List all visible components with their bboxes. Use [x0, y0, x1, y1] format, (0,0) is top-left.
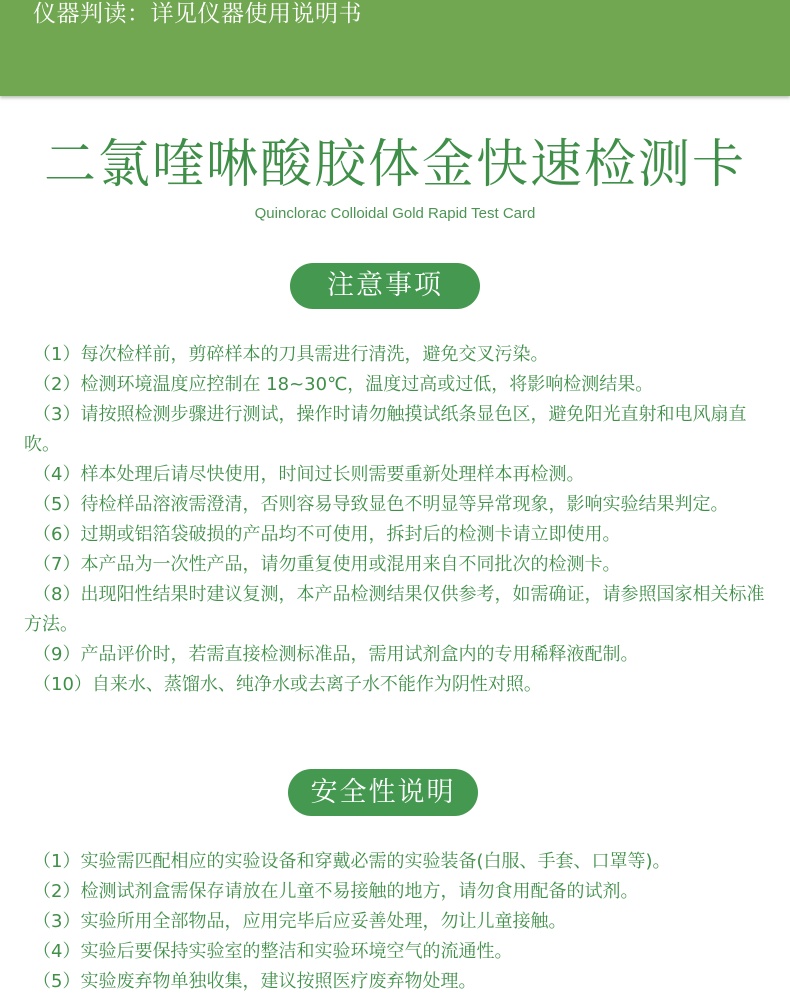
section-heading-safety: 安全性说明 — [288, 769, 478, 816]
list-item: （5）实验废弃物单独收集，建议按照医疗废弃物处理。 — [33, 971, 477, 992]
list-item: （10）自来水、蒸馏水、纯净水或去离子水不能作为阴性对照。 — [33, 674, 542, 695]
precautions-list — [24, 340, 769, 700]
page-title: 二氯喹啉酸胶体金快速检测卡 — [43, 135, 746, 195]
list-item: （4）实验后要保持实验室的整洁和实验环境空气的流通性。 — [33, 941, 513, 962]
list-item: （3）请按照检测步骤进行测试，操作时请勿触摸试纸条显色区，避免阳光直射和电风扇直吹。 — [24, 404, 747, 455]
list-item: （6）过期或铝箔袋破损的产品均不可使用，拆封后的检测卡请立即使用。 — [33, 524, 621, 545]
list-item: （9）产品评价时，若需直接检测标准品，需用试剂盒内的专用稀释液配制。 — [33, 644, 639, 665]
top-banner — [0, 0, 790, 96]
list-item: （8）出现阳性结果时建议复测，本产品检测结果仅供参考，如需确证，请参照国家相关标准方法。 — [24, 584, 765, 635]
list-item: （7）本产品为一次性产品，请勿重复使用或混用来自不同批次的检测卡。 — [33, 554, 621, 575]
banner-text: 仪器判读：详见仪器使用说明书 — [33, 1, 362, 27]
page-subtitle: Quinclorac Colloidal Gold Rapid Test Card — [254, 205, 536, 222]
list-item: （1）实验需匹配相应的实验设备和穿戴必需的实验装备(白服、手套、口罩等)。 — [33, 851, 671, 872]
list-item: （1）每次检样前，剪碎样本的刀具需进行清洗，避免交叉污染。 — [33, 344, 549, 365]
section-heading-precautions: 注意事项 — [290, 263, 480, 309]
list-item: （3）实验所用全部物品，应用完毕后应妥善处理，勿让儿童接触。 — [33, 911, 567, 932]
safety-list — [24, 847, 769, 997]
list-item: （4）样本处理后请尽快使用，时间过长则需要重新处理样本再检测。 — [33, 464, 585, 485]
list-item: （2）检测环境温度应控制在 18~30℃，温度过高或过低，将影响检测结果。 — [33, 374, 654, 395]
list-item: （5）待检样品溶液需澄清，否则容易导致显色不明显等异常现象，影响实验结果判定。 — [33, 494, 729, 515]
list-item: （2）检测试剂盒需保存请放在儿童不易接触的地方，请勿食用配备的试剂。 — [33, 881, 639, 902]
cut-off-line — [33, 997, 263, 1003]
